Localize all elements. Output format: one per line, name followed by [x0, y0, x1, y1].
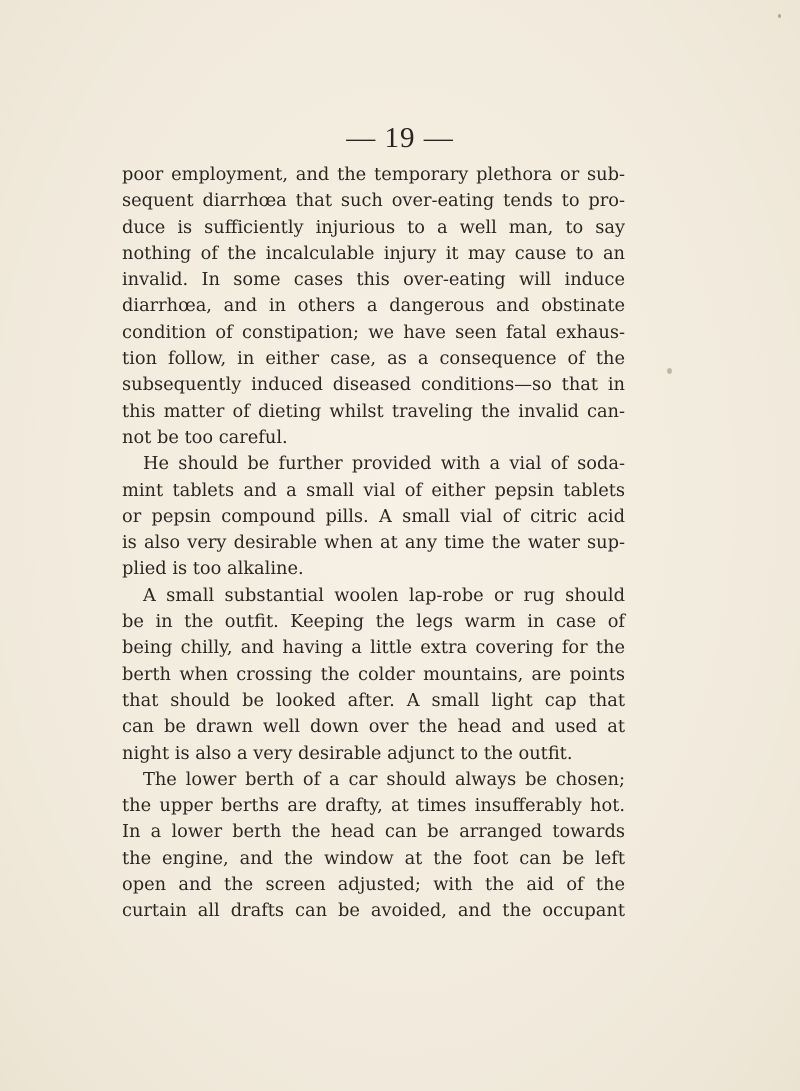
text-line: tion follow, in either case, as a consequence of the: [122, 348, 625, 370]
paragraph: [122, 767, 625, 925]
text-line: sequent diarrhœa that such over-eating tends to pro-: [122, 190, 625, 212]
text-line: or pepsin compound pills. A small vial of citric acid: [122, 505, 625, 527]
page-number: — 19 —: [346, 122, 454, 154]
text-line: not be too careful.: [122, 426, 288, 448]
text-line: this matter of dieting whilst traveling the invalid can-: [122, 400, 625, 422]
text-line: condition of constipation; we have seen fatal exhaus-: [122, 321, 625, 343]
text-line: curtain all drafts can be avoided, and the occupant: [122, 900, 625, 922]
paragraph: [122, 451, 625, 582]
paragraph: [122, 583, 625, 767]
text-line: night is also a very desirable adjunct to the outfit.: [122, 742, 573, 764]
text-line: The lower berth of a car should always be chosen;: [143, 768, 625, 790]
text-line: that should be looked after. A small light cap that: [122, 689, 625, 711]
text-line: plied is too alkaline.: [122, 558, 304, 580]
text-line: can be drawn well down over the head and used at: [122, 716, 625, 738]
paper-speck: [667, 368, 672, 374]
text-line: poor employment, and the temporary plethora or sub-: [122, 164, 625, 185]
text-line: invalid. In some cases this over-eating will induce: [122, 269, 625, 291]
text-line: He should be further provided with a vial of soda-: [143, 453, 625, 475]
text-line: open and the screen adjusted; with the aid of the: [122, 874, 625, 896]
text-line: be in the outfit. Keeping the legs warm in case of: [122, 611, 625, 633]
text-line: A small substantial woolen lap-robe or rug should: [143, 584, 625, 606]
text-line: subsequently induced diseased conditions—so that in: [122, 374, 625, 396]
text-line: In a lower berth the head can be arranged towards: [122, 821, 625, 843]
text-line: nothing of the incalculable injury it may cause to an: [122, 242, 625, 264]
text-line: the engine, and the window at the foot can be left: [122, 847, 625, 869]
text-line: the upper berths are drafty, at times insufferably hot.: [122, 795, 625, 817]
text-line: duce is sufficiently injurious to a well man, to say: [122, 216, 625, 238]
text-line: berth when crossing the colder mountains, are points: [122, 663, 625, 685]
text-line: diarrhœa, and in others a dangerous and obstinate: [122, 295, 625, 317]
text-line: being chilly, and having a little extra covering for the: [122, 637, 625, 659]
paragraph: [122, 162, 625, 451]
paper-speck: [778, 14, 781, 18]
body-text: [122, 162, 625, 925]
text-line: mint tablets and a small vial of either pepsin tablets: [122, 479, 625, 501]
text-line: is also very desirable when at any time the water sup-: [122, 532, 625, 554]
